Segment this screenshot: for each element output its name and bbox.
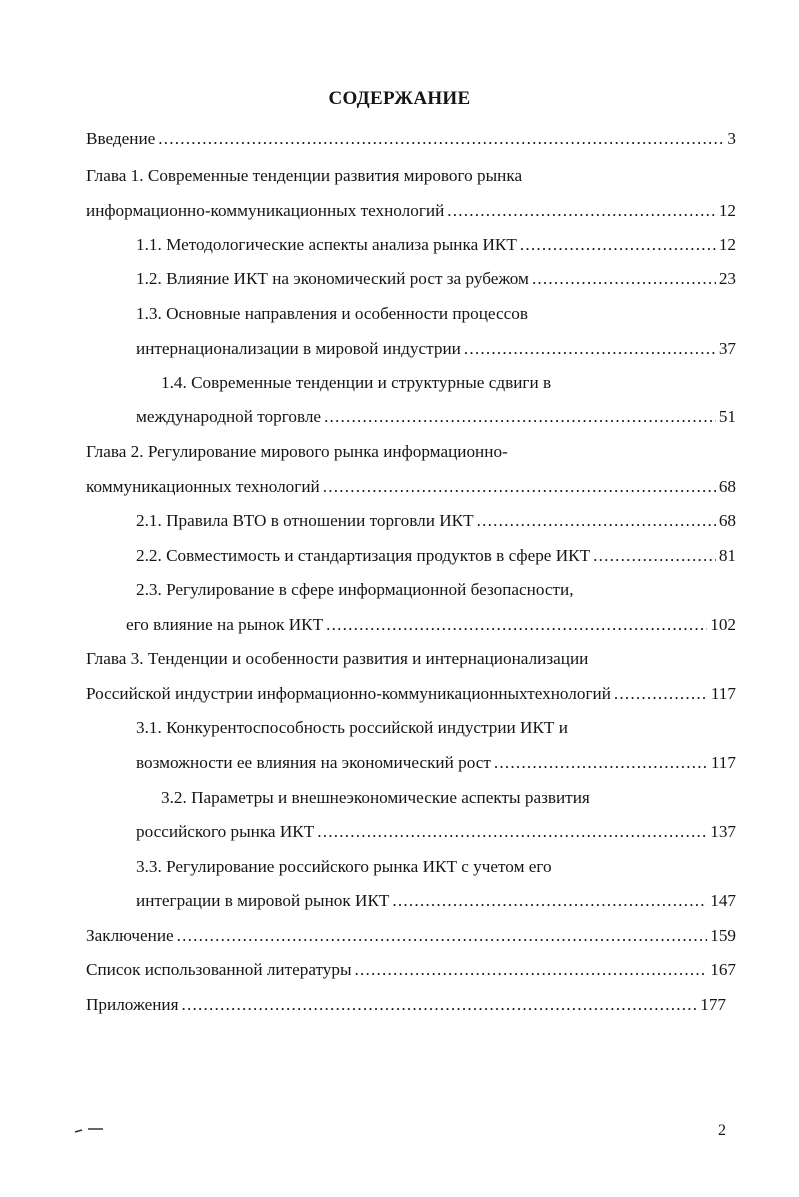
toc-entry-text: Глава 2. Регулирование мирового рынка информационно- [86,442,508,461]
toc-entry-appendices [86,994,726,1016]
toc-entry-1-4-cont [136,406,736,428]
dot-leader [477,510,716,532]
toc-entry-text: его влияние на рынок ИКТ [126,615,324,634]
toc-entry-text: 2.2. Совместимость и стандартизация продуктов в сфере ИКТ [136,546,591,565]
toc-entry-1-1 [136,234,736,256]
dot-leader [326,614,707,636]
toc-entry-3-1 [136,717,568,739]
toc-entry-text: Заключение [86,926,174,945]
toc-entry-3-2 [161,787,590,809]
toc-entry-2-1 [136,510,736,532]
toc-entry-page: 117 [710,684,736,703]
page-title: СОДЕРЖАНИЕ [328,88,471,109]
dot-leader [177,925,708,947]
toc-entry-text: международной торговле [136,407,322,426]
dot-leader [520,234,716,256]
toc-entry-2-2 [136,545,736,567]
toc-entry-page: 12 [718,235,736,254]
toc-entry-text: Приложения [86,995,179,1014]
toc-entry-page: 177 [700,995,726,1014]
toc-entry-page: 81 [718,546,736,565]
toc-entry-page: 147 [710,891,736,910]
toc-entry-1-3-cont [136,338,736,360]
toc-entry-page: 117 [710,753,736,772]
toc-entry-1-4 [161,372,551,394]
toc-entry-text: интеграции в мировой рынок ИКТ [136,891,390,910]
toc-entry-3-1-cont [136,752,736,774]
toc-entry-page: 68 [718,511,736,530]
toc-entry-page: 37 [718,339,736,358]
dot-leader [324,406,716,428]
toc-entry-text: Список использованной литературы [86,960,352,979]
toc-entry-page: 68 [718,477,736,496]
toc-entry-3-3 [136,856,552,878]
toc-entry-text: 1.3. Основные направления и особенности процессов [136,304,528,323]
dot-leader [614,683,708,705]
dot-leader [317,821,707,843]
toc-entry-page: 167 [710,960,736,979]
toc-entry-conclusion [86,925,736,947]
toc-entry-page: 159 [710,926,736,945]
toc-entry-text: 3.2. Параметры и внешнеэкономические аспекты развития [161,788,590,807]
toc-entry-2-3 [136,579,574,601]
toc-entry-text: возможности ее влияния на экономический рост [136,753,491,772]
dot-leader [532,268,716,290]
dot-leader [494,752,708,774]
toc-entry-text: информационно-коммуникационных технологий [86,201,445,220]
toc-entry-text: коммуникационных технологий [86,477,320,496]
toc-entry-chapter-1 [86,165,522,187]
dot-leader [593,545,716,567]
toc-entry-text: 3.1. Конкурентоспособность российской индустрии ИКТ и [136,718,568,737]
toc-entry-text: 1.4. Современные тенденции и структурные сдвиги в [161,373,552,392]
scan-artifact-mark [74,1127,104,1133]
toc-entry-text: Глава 3. Тенденции и особенности развития и интернационализации [86,649,589,668]
toc-entry-2-3-cont [126,614,736,636]
toc-entry-page: 137 [710,822,736,841]
toc-entry-text: Введение [86,129,156,148]
toc-entry-page: 23 [718,269,736,288]
toc-entry-3-3-cont [136,890,736,912]
toc-entry-chapter-2 [86,441,508,463]
dot-leader [182,994,698,1016]
toc-entry-text: российского рынка ИКТ [136,822,315,841]
toc-entry-chapter-2-cont [86,476,736,498]
toc-entry-text: 1.2. Влияние ИКТ на экономический рост за рубежом [136,269,529,288]
toc-entry-page: 3 [727,129,736,148]
toc-entry-chapter-1-cont [86,200,736,222]
toc-entry-page: 51 [718,407,736,426]
toc-entry-page: 12 [718,201,736,220]
toc-entry-text: Глава 1. Современные тенденции развития мирового рынка [86,166,523,185]
toc-entry-text: 2.3. Регулирование в сфере информационной безопасности, [136,580,574,599]
toc-entry-1-3 [136,303,528,325]
toc-entry-text: интернационализации в мировой индустрии [136,339,461,358]
toc-entry-text: 2.1. Правила ВТО в отношении торговли ИКТ [136,511,474,530]
dot-leader [464,338,716,360]
toc-entry-text: 3.3. Регулирование российского рынка ИКТ с учетом его [136,857,552,876]
toc-entry-chapter-3 [86,648,588,670]
dot-leader [158,128,724,150]
toc-entry-1-2 [136,268,736,290]
page-number: 2 [718,1122,726,1139]
toc-entry-introduction [86,128,736,150]
toc-entry-chapter-3-cont [86,683,736,705]
toc-entry-text: 1.1. Методологические аспекты анализа рынка ИКТ [136,235,517,254]
toc-entry-text: Российской индустрии информационно-коммуникационныхтехнологий [86,684,611,703]
toc-entry-page: 102 [710,615,736,634]
dot-leader [392,890,707,912]
dot-leader [447,200,716,222]
toc-entry-3-2-cont [136,821,736,843]
dot-leader [323,476,716,498]
toc-entry-references [86,959,736,981]
dot-leader [355,959,708,981]
